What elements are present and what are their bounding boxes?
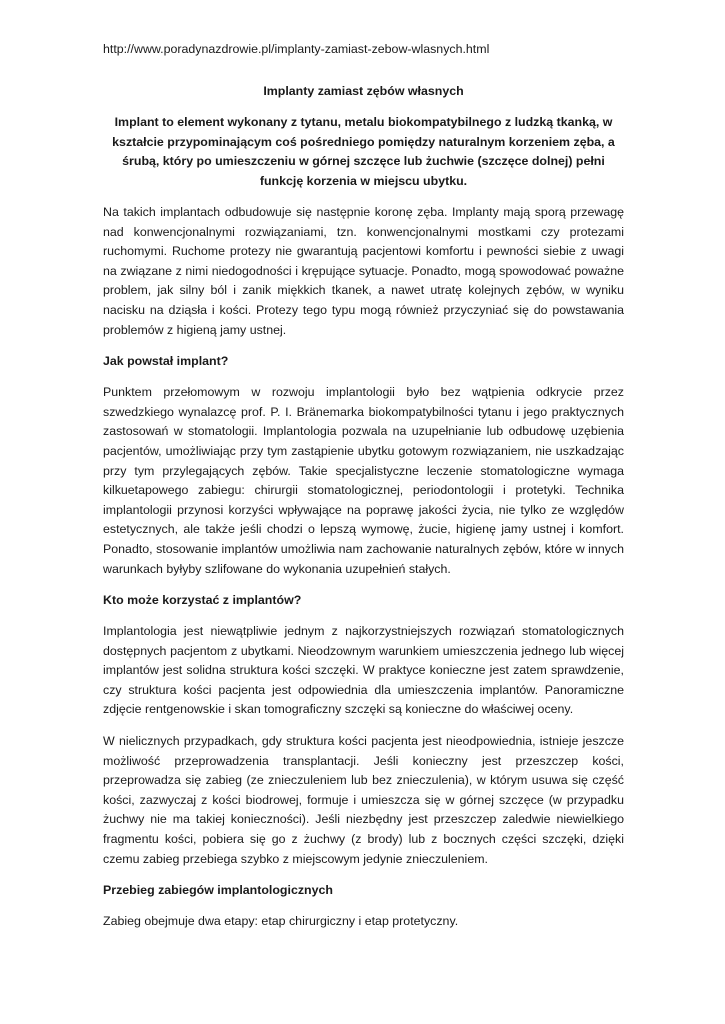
section-paragraph-procedure: Zabieg obejmuje dwa etapy: etap chirurgiczny i etap protetyczny. <box>103 914 459 929</box>
section-heading-history: Jak powstał implant? <box>103 354 229 369</box>
section-paragraph-eligibility-1: Implantologia jest niewątpliwie jednym z najkorzystniejszych rozwiązań stomatologicznych dostępnych pacjentom z ubytkami. Nieodzownym warunkiem umieszczenia jednego lub więcej implantów jest solidna struktura kości szczęki. W praktyce konieczne jest zatem sprawdzenie, czy struktura kości pacjenta jest odpowiednia dla umieszczenia implantów. Panoramiczne zdjęcie rentgenowskie i skan tomograficzny szczęki są konieczne do właściwej oceny. <box>103 624 624 717</box>
section-heading-eligibility: Kto może korzystać z implantów? <box>103 593 302 608</box>
source-url: http://www.poradynazdrowie.pl/implanty-zamiast-zebow-wlasnych.html <box>103 42 490 56</box>
article-title: Implanty zamiast zębów własnych <box>263 84 464 98</box>
section-paragraph-eligibility-2: W nielicznych przypadkach, gdy struktura kości pacjenta jest nieodpowiednia, istnieje jeszcze możliwość przeprowadzenia transplantacji. Jeśli konieczny jest przeszczep kości, przeprowadza się zabieg (ze znieczuleniem lub bez znieczulenia), w którym usuwa się część kości, zazwyczaj z kości biodrowej, formuje i umieszcza się w górnej szczęce (w przypadku żuchwy nie ma takiej konieczności). Jeśli niezbędny jest przeszczep zaledwie niewielkiego fragmentu kości, pobiera się go z żuchwy (z brody) lub z bocznych części szczęki, dzięki czemu zabieg przebiega szybko z miejscowym jedynie znieczuleniem. <box>103 734 624 866</box>
section-heading-procedure: Przebieg zabiegów implantologicznych <box>103 883 333 898</box>
intro-paragraph: Na takich implantach odbudowuje się następnie koronę zęba. Implanty mają sporą przewagę nad konwencjonalnymi rozwiązaniami, tzn. konwencjonalnymi mostkami czy protezami ruchomymi. Ruchome protezy nie gwarantują pacjentowi komfortu i pewności siebie z uwagi na związane z nimi niedogodności i krępujące sytuacje. Ponadto, mogą spowodować poważne problem, jak silny ból i zanik miękkich tkanek, a nawet utratę kolejnych zębów, w wyniku nacisku na dziąsła i kości. Protezy tego typu mogą również przyczyniać się do powstawania problemów z higieną jamy ustnej. <box>103 205 624 337</box>
article-lead: Implant to element wykonany z tytanu, metalu biokompatybilnego z ludzką tkanką, w kształcie przypominającym coś pośredniego pomiędzy naturalnym korzeniem zęba, a śrubą, który po umieszczeniu w górnej szczęce lub żuchwie (szczęce dolnej) pełni funkcję korzenia w miejscu ubytku. <box>112 115 615 188</box>
section-paragraph-history: Punktem przełomowym w rozwoju implantologii było bez wątpienia odkrycie przez szwedzkiego wynalazcę prof. P. I. Bränemarka biokompatybilności tytanu i jego praktycznych zastosowań w stomatologii. Implantologia pozwala na uzupełnianie lub odbudowę uzębienia pacjentów, umożliwiając przy tym zastąpienie ubytku gotowym rozwiązaniem, nie uszkadzając przy tym przylegających zębów. Takie specjalistyczne leczenie stomatologiczne wymaga kilkuetapowego zabiegu: chirurgii stomatologicznej, periodontologii i protetyki. Technika implantologii przynosi korzyści wpływające na poprawę jakości życia, nie tylko ze względów estetycznych, ale także jeśli chodzi o lepszą wymowę, żucie, higienę jamy ustnej i komfort. Ponadto, stosowanie implantów umożliwia nam zachowanie naturalnych zębów, które w innych warunkach byłyby szlifowane do wykonania uzupełnień stałych. <box>103 385 624 576</box>
